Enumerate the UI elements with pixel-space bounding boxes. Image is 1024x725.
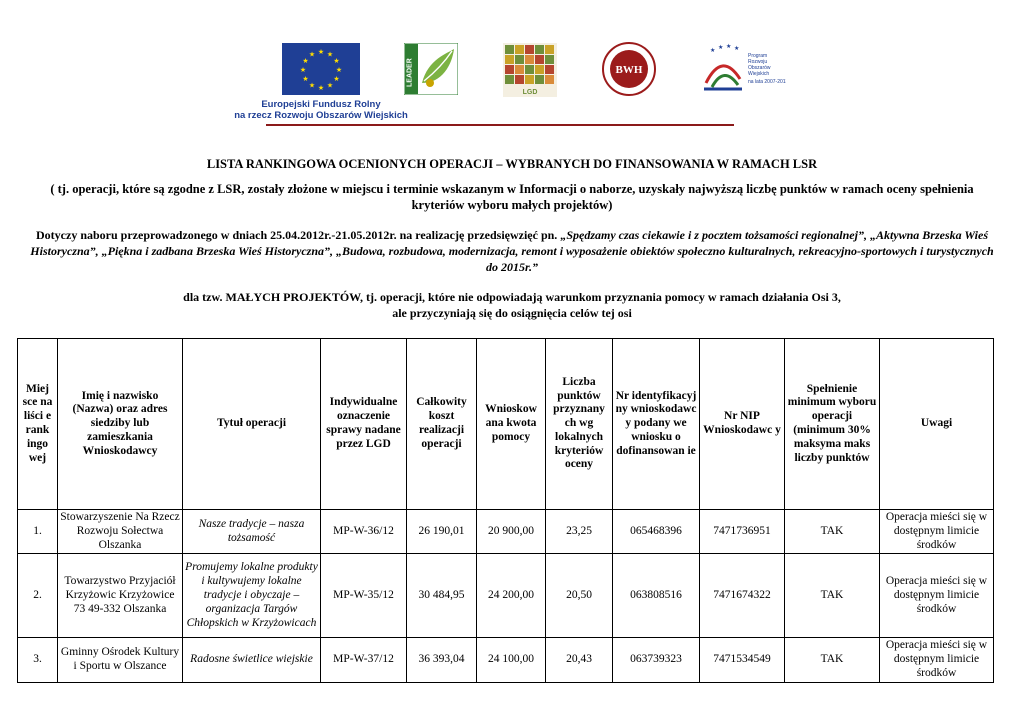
cell-minimum-met: TAK — [785, 554, 880, 638]
svg-text:★: ★ — [308, 50, 316, 59]
col-header-nip: Nr NIP Wnioskodawc y — [700, 339, 785, 510]
eu-stars-icon — [282, 43, 360, 95]
cell-remarks: Operacja mieści się w dostępnym limicie środków — [880, 554, 994, 638]
cell-applicant-id: 063739323 — [613, 638, 700, 682]
recruitment-intro-titles: „Spędzamy czas ciekawie i z pocztem tożsamości regionalnej”, „Aktywna Brzeska Wieś Historyczna”, „Piękna i zadbana Brzeska Wieś Historyczna”, „Budowa, rozbudowa, modernizacja, remont i wyposażenie obiektów społeczno kulturalnych, rekreacyjno-sportowych i turystycznych do 2015r.” — [30, 228, 994, 274]
cell-total-cost: 26 190,01 — [407, 510, 477, 554]
col-header-remarks: Uwagi — [880, 339, 994, 510]
logo-strip — [0, 0, 1024, 130]
cell-points: 23,25 — [546, 510, 613, 554]
cell-applicant-id: 065468396 — [613, 510, 700, 554]
lgd-mosaic-logo — [503, 43, 557, 97]
svg-text:★: ★ — [335, 66, 343, 74]
cell-case-id: MP-W-35/12 — [321, 554, 407, 638]
table-row — [18, 554, 994, 638]
bwh-stamp-icon — [601, 41, 657, 97]
svg-text:★: ★ — [326, 50, 334, 59]
col-header-applicant-id: Nr identyfikacyj ny wnioskodawc y podany we wniosku o dofinansowan ie — [613, 339, 700, 510]
svg-text:★: ★ — [317, 84, 325, 92]
col-header-points: Liczba punktów przyznany ch wg lokalnych kryteriów oceny — [546, 339, 613, 510]
page-subtitle: ( tj. operacji, które są zgodne z LSR, zostały złożone w miejscu i terminie wskazanym w Informacji o naborze, uzyskały najwyższą liczbę punktów w ramach oceny spełnienia kryteriów wyboru małych projektów) — [50, 182, 974, 212]
cell-case-id: MP-W-37/12 — [321, 638, 407, 682]
svg-text:★: ★ — [317, 48, 325, 56]
prow-logo — [700, 43, 786, 95]
svg-text:★: ★ — [718, 44, 724, 51]
cell-applicant: Gminny Ośrodek Kultury i Sportu w Olszance — [58, 638, 183, 682]
table-row — [18, 638, 994, 682]
cell-remarks: Operacja mieści się w dostępnym limicie środków — [880, 638, 994, 682]
col-header-requested-amount: Wnioskow ana kwota pomocy — [477, 339, 546, 510]
cell-requested-amount: 24 100,00 — [477, 638, 546, 682]
cell-case-id: MP-W-36/12 — [321, 510, 407, 554]
svg-text:★: ★ — [299, 66, 307, 74]
cell-minimum-met: TAK — [785, 638, 880, 682]
recruitment-intro-text: Dotyczy naboru przeprowadzonego w dniach 25.04.2012r.-21.05.2012r. na realizację przedsięwzięć pn. — [36, 228, 561, 242]
cell-operation-title: Nasze tradycje – nasza tożsamość — [183, 510, 321, 554]
cell-nip: 7471674322 — [700, 554, 785, 638]
svg-text:★: ★ — [333, 75, 340, 83]
cell-applicant: Stowarzyszenie Na Rzecz Rozwoju Sołectwa Olszanka — [58, 510, 183, 554]
prow-text-5: na lata 2007-2013 — [748, 79, 786, 85]
eu-fund-caption-line2: na rzecz Rozwoju Obszarów Wiejskich — [234, 110, 408, 121]
cell-total-cost: 30 484,95 — [407, 554, 477, 638]
table-header-row — [18, 339, 994, 510]
prow-text-1: Program — [748, 53, 768, 59]
eu-fund-caption-line1: Europejski Fundusz Rolny — [261, 99, 381, 110]
svg-text:★: ★ — [326, 81, 334, 90]
col-header-applicant: Imię i nazwisko (Nazwa) oraz adres siedziby lub zamieszkania Wnioskodawcy — [58, 339, 183, 510]
cell-requested-amount: 20 900,00 — [477, 510, 546, 554]
cell-place: 2. — [18, 554, 58, 638]
cell-operation-title: Radosne świetlice wiejskie — [183, 638, 321, 682]
lgd-text: LGD — [522, 89, 538, 96]
cell-nip: 7471534549 — [700, 638, 785, 682]
col-header-case-id: Indywidualne oznaczenie sprawy nadane przez LGD — [321, 339, 407, 510]
scope-note-line2: ale przyczyniają się do osiągnięcia celów tej osi — [392, 305, 632, 320]
cell-points: 20,50 — [546, 554, 613, 638]
cell-operation-title: Promujemy lokalne produkty i kultywujemy lokalne tradycje i obyczaje – organizacja Targów Chłopskich w Krzyżowicach — [183, 554, 321, 638]
page-title: LISTA RANKINGOWA OCENIONYCH OPERACJI – WYBRANYCH DO FINANSOWANIA W RAMACH LSR — [206, 157, 818, 171]
scope-note-line1: dla tzw. MAŁYCH PROJEKTÓW, tj. operacji, które nie odpowiadają warunkom przyznania pomocy w ramach działania Osi 3, — [183, 290, 841, 304]
prow-text-3: Obszarów — [748, 65, 771, 71]
cell-minimum-met: TAK — [785, 510, 880, 554]
cell-nip: 7471736951 — [700, 510, 785, 554]
eu-flag-logo — [282, 43, 360, 95]
svg-text:★: ★ — [710, 47, 716, 54]
leader-leaf-icon — [404, 43, 458, 95]
ranking-table — [17, 338, 994, 683]
prow-text-4: Wiejskich — [748, 71, 770, 77]
svg-text:★: ★ — [302, 57, 309, 65]
svg-text:★: ★ — [308, 81, 316, 90]
header-divider — [266, 124, 734, 126]
col-header-place: Miej sce na liści e rank ingo wej — [18, 339, 58, 510]
bwh-stamp-logo — [601, 41, 657, 97]
prow-text-2: Rozwoju — [748, 59, 768, 65]
bwh-text: BWH — [615, 64, 643, 76]
cell-total-cost: 36 393,04 — [407, 638, 477, 682]
cell-place: 3. — [18, 638, 58, 682]
svg-text:★: ★ — [302, 75, 309, 83]
leader-logo — [404, 43, 458, 95]
col-header-total-cost: Całkowity koszt realizacji operacji — [407, 339, 477, 510]
scope-note — [30, 290, 994, 321]
cell-place: 1. — [18, 510, 58, 554]
lgd-mosaic-icon — [503, 43, 557, 97]
recruitment-intro — [30, 227, 994, 275]
svg-text:★: ★ — [726, 43, 732, 50]
table-row — [18, 510, 994, 554]
cell-applicant-id: 063808516 — [613, 554, 700, 638]
cell-points: 20,43 — [546, 638, 613, 682]
col-header-minimum: Spełnienie minimum wyboru operacji (minimum 30% maksyma maks liczby punktów — [785, 339, 880, 510]
cell-remarks: Operacja mieści się w dostępnym limicie środków — [880, 510, 994, 554]
cell-applicant: Towarzystwo Przyjaciół Krzyżowic Krzyżowice 73 49-332 Olszanka — [58, 554, 183, 638]
col-header-operation-title: Tytuł operacji — [183, 339, 321, 510]
cell-requested-amount: 24 200,00 — [477, 554, 546, 638]
svg-text:★: ★ — [734, 45, 740, 52]
svg-text:★: ★ — [333, 57, 340, 65]
leader-text: LEADER — [406, 58, 414, 87]
eu-fund-caption — [232, 99, 410, 121]
prow-emblem-icon — [700, 43, 786, 95]
